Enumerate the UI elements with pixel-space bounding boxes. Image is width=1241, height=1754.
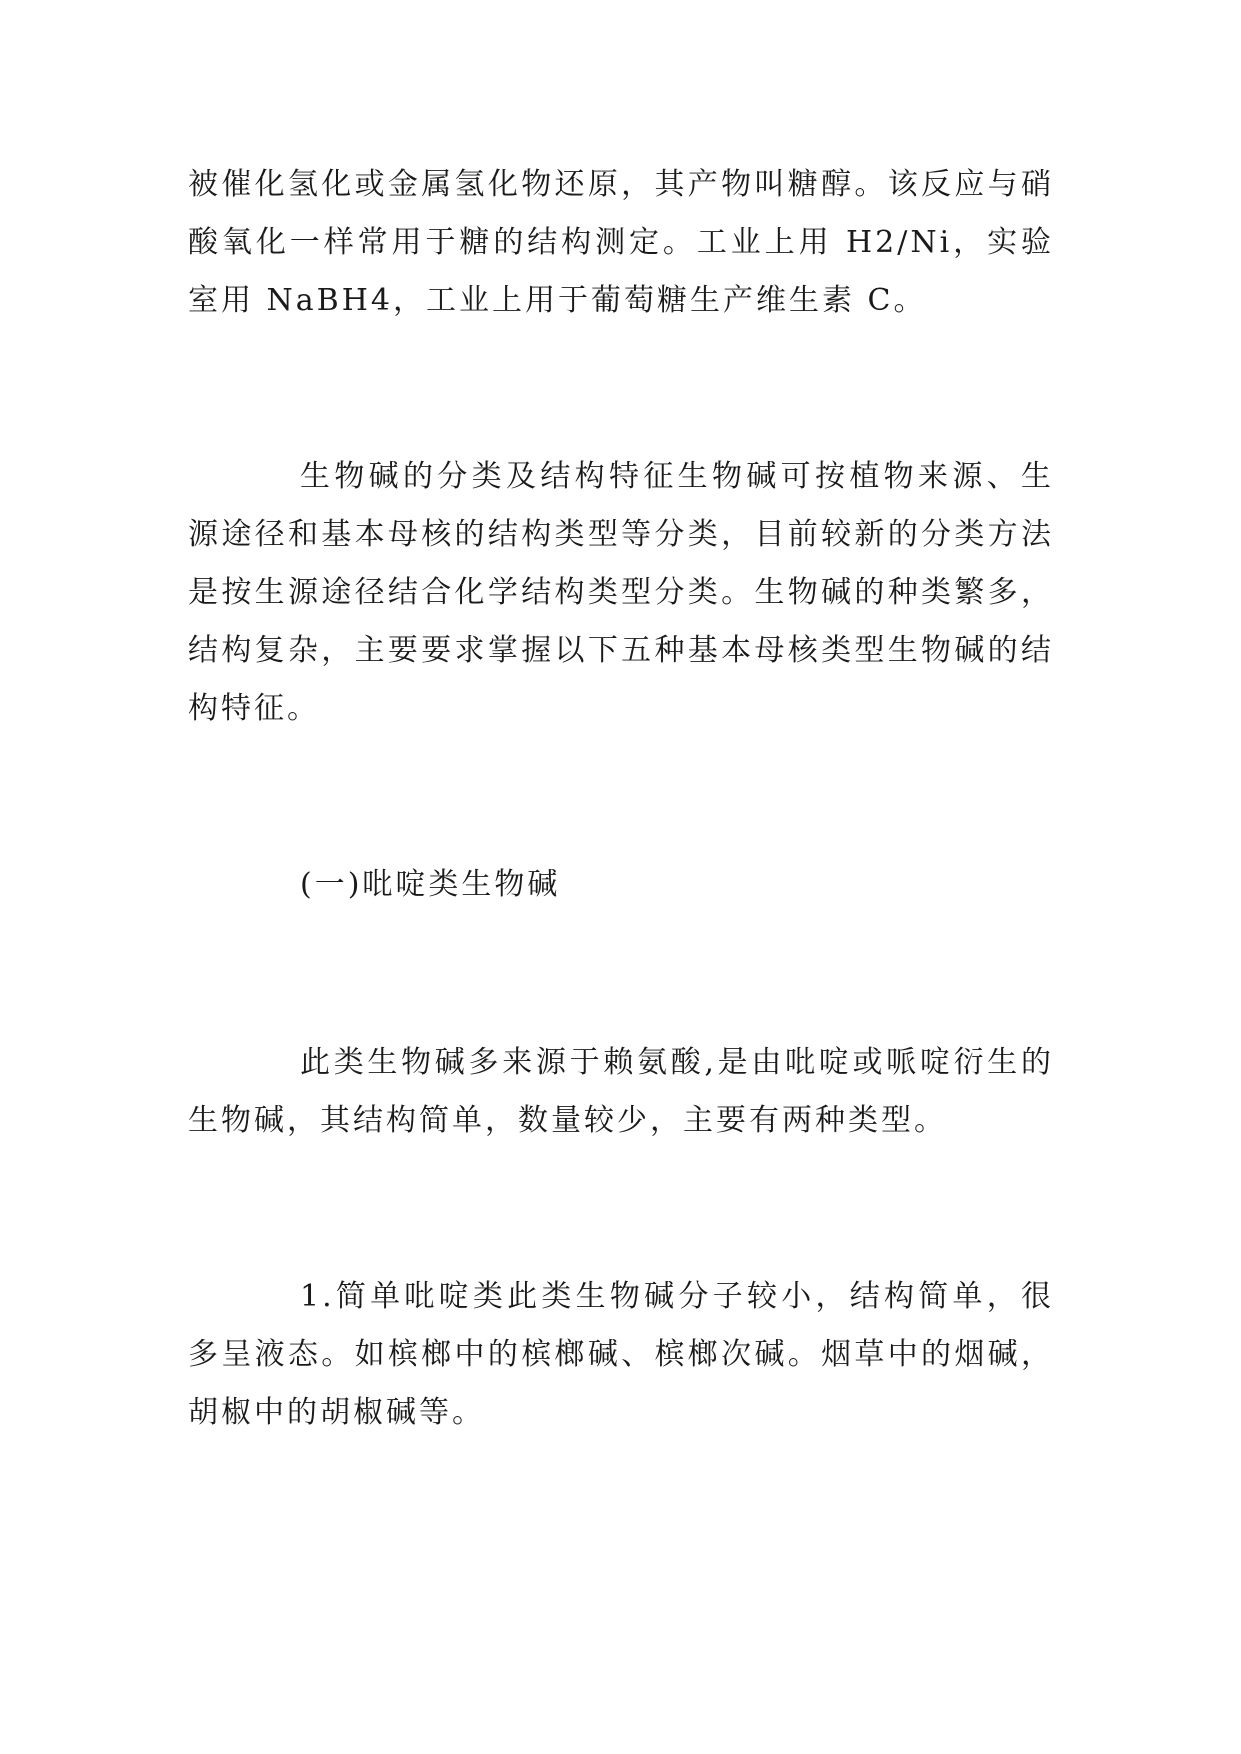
paragraph-sugar-alcohol: 被催化氢化或金属氢化物还原，其产物叫糖醇。该反应与硝酸氧化一样常用于糖的结构测定。工业上用 H2/Ni，实验室用 NaBH4，工业上用于葡萄糖生产维生素 C。	[188, 167, 1054, 318]
paragraph-pyridine-origin: 此类生物碱多来源于赖氨酸,是由吡啶或哌啶衍生的生物碱，其结构简单，数量较少，主要有两种类型。	[188, 1045, 1054, 1138]
paragraph-simple-pyridine: 1.简单吡啶类此类生物碱分子较小，结构简单，很多呈液态。如槟榔中的槟榔碱、槟榔次碱。烟草中的烟碱，胡椒中的胡椒碱等。	[188, 1279, 1054, 1430]
section-heading-pyridine-alkaloids: (一)吡啶类生物碱	[300, 867, 561, 902]
paragraph-alkaloid-classification: 生物碱的分类及结构特征生物碱可按植物来源、生源途径和基本母核的结构类型等分类，目前较新的分类方法是按生源途径结合化学结构类型分类。生物碱的种类繁多，结构复杂，主要要求掌握以下五种基本母核类型生物碱的结构特征。	[188, 459, 1054, 726]
